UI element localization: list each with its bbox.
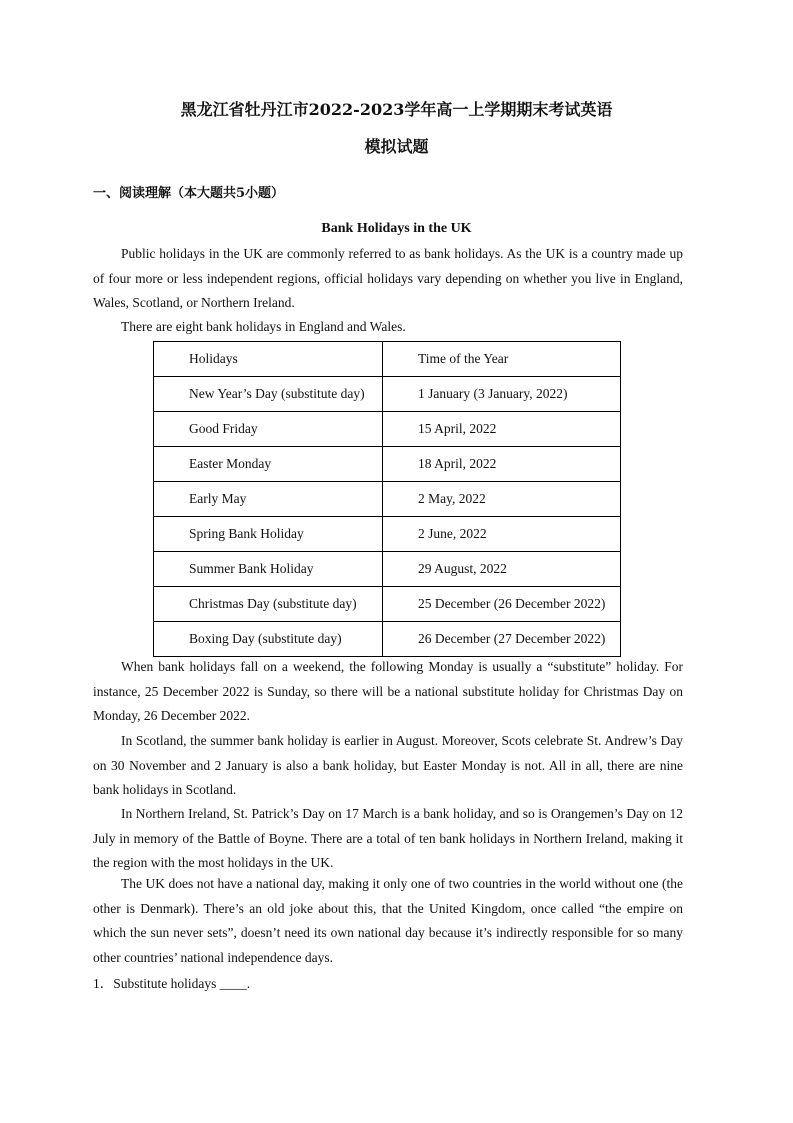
holiday-date: 25 December (26 December 2022) xyxy=(383,587,621,622)
holiday-date: 2 May, 2022 xyxy=(383,482,621,517)
holiday-name: Early May xyxy=(154,482,383,517)
holiday-date: 26 December (27 December 2022) xyxy=(383,622,621,657)
table-row xyxy=(154,517,621,552)
paragraph: In Northern Ireland, St. Patrick’s Day on 17 March is a bank holiday, and so is Orangemen’s Day on 12 July in memory of the Battle of Boyne. There are a total of ten bank holidays in Northern Ireland, making it the region with the most holidays in the UK. xyxy=(93,806,683,870)
paragraph: Public holidays in the UK are commonly referred to as bank holidays. As the UK is a country made up of four more or less independent regions, official holidays vary depending on whether you live in England, Wales, Scotland, or Northern Ireland. xyxy=(93,246,683,310)
document-title: 黑龙江省牡丹江市2022-2023学年高一上学期期末考试英语 xyxy=(180,100,613,119)
table-row xyxy=(154,447,621,482)
holiday-name: Summer Bank Holiday xyxy=(154,552,383,587)
table-header-row xyxy=(154,342,621,377)
paragraph: The UK does not have a national day, making it only one of two countries in the world without one (the other is Denmark). There’s an old joke about this, that the United Kingdom, once called “the empire on which the sun never sets”, doesn’t need its own national day because it’s indirectly responsible for so many other countries’ national independence days. xyxy=(93,876,683,965)
holiday-date: 29 August, 2022 xyxy=(383,552,621,587)
question-1: 1．Substitute holidays ____. xyxy=(93,976,251,991)
table-row xyxy=(154,377,621,412)
holidays-table xyxy=(153,341,621,657)
table-row xyxy=(154,482,621,517)
holiday-date: 2 June, 2022 xyxy=(383,517,621,552)
article-title: Bank Holidays in the UK xyxy=(321,221,472,236)
document-subtitle: 模拟试题 xyxy=(364,137,429,156)
holiday-name: New Year’s Day (substitute day) xyxy=(154,377,383,412)
section-heading: 一、阅读理解（本大题共5小题） xyxy=(93,186,285,201)
holiday-date: 15 April, 2022 xyxy=(383,412,621,447)
holiday-name: Spring Bank Holiday xyxy=(154,517,383,552)
holiday-name: Good Friday xyxy=(154,412,383,447)
table-row xyxy=(154,412,621,447)
holiday-date: 18 April, 2022 xyxy=(383,447,621,482)
table-row xyxy=(154,622,621,657)
table-row xyxy=(154,552,621,587)
column-header: Holidays xyxy=(154,342,383,377)
paragraph: There are eight bank holidays in England and Wales. xyxy=(121,319,406,334)
table-row xyxy=(154,587,621,622)
holiday-date: 1 January (3 January, 2022) xyxy=(383,377,621,412)
paragraph: In Scotland, the summer bank holiday is earlier in August. Moreover, Scots celebrate St. Andrew’s Day on 30 November and 2 January is also a bank holiday, but Easter Monday is not. All in all, there are nine bank holidays in Scotland. xyxy=(93,733,683,797)
column-header: Time of the Year xyxy=(383,342,621,377)
holiday-name: Boxing Day (substitute day) xyxy=(154,622,383,657)
paragraph: When bank holidays fall on a weekend, the following Monday is usually a “substitute” holiday. For instance, 25 December 2022 is Sunday, so there will be a national substitute holiday for Christmas Day on Monday, 26 December 2022. xyxy=(93,659,683,723)
holiday-name: Easter Monday xyxy=(154,447,383,482)
holiday-name: Christmas Day (substitute day) xyxy=(154,587,383,622)
